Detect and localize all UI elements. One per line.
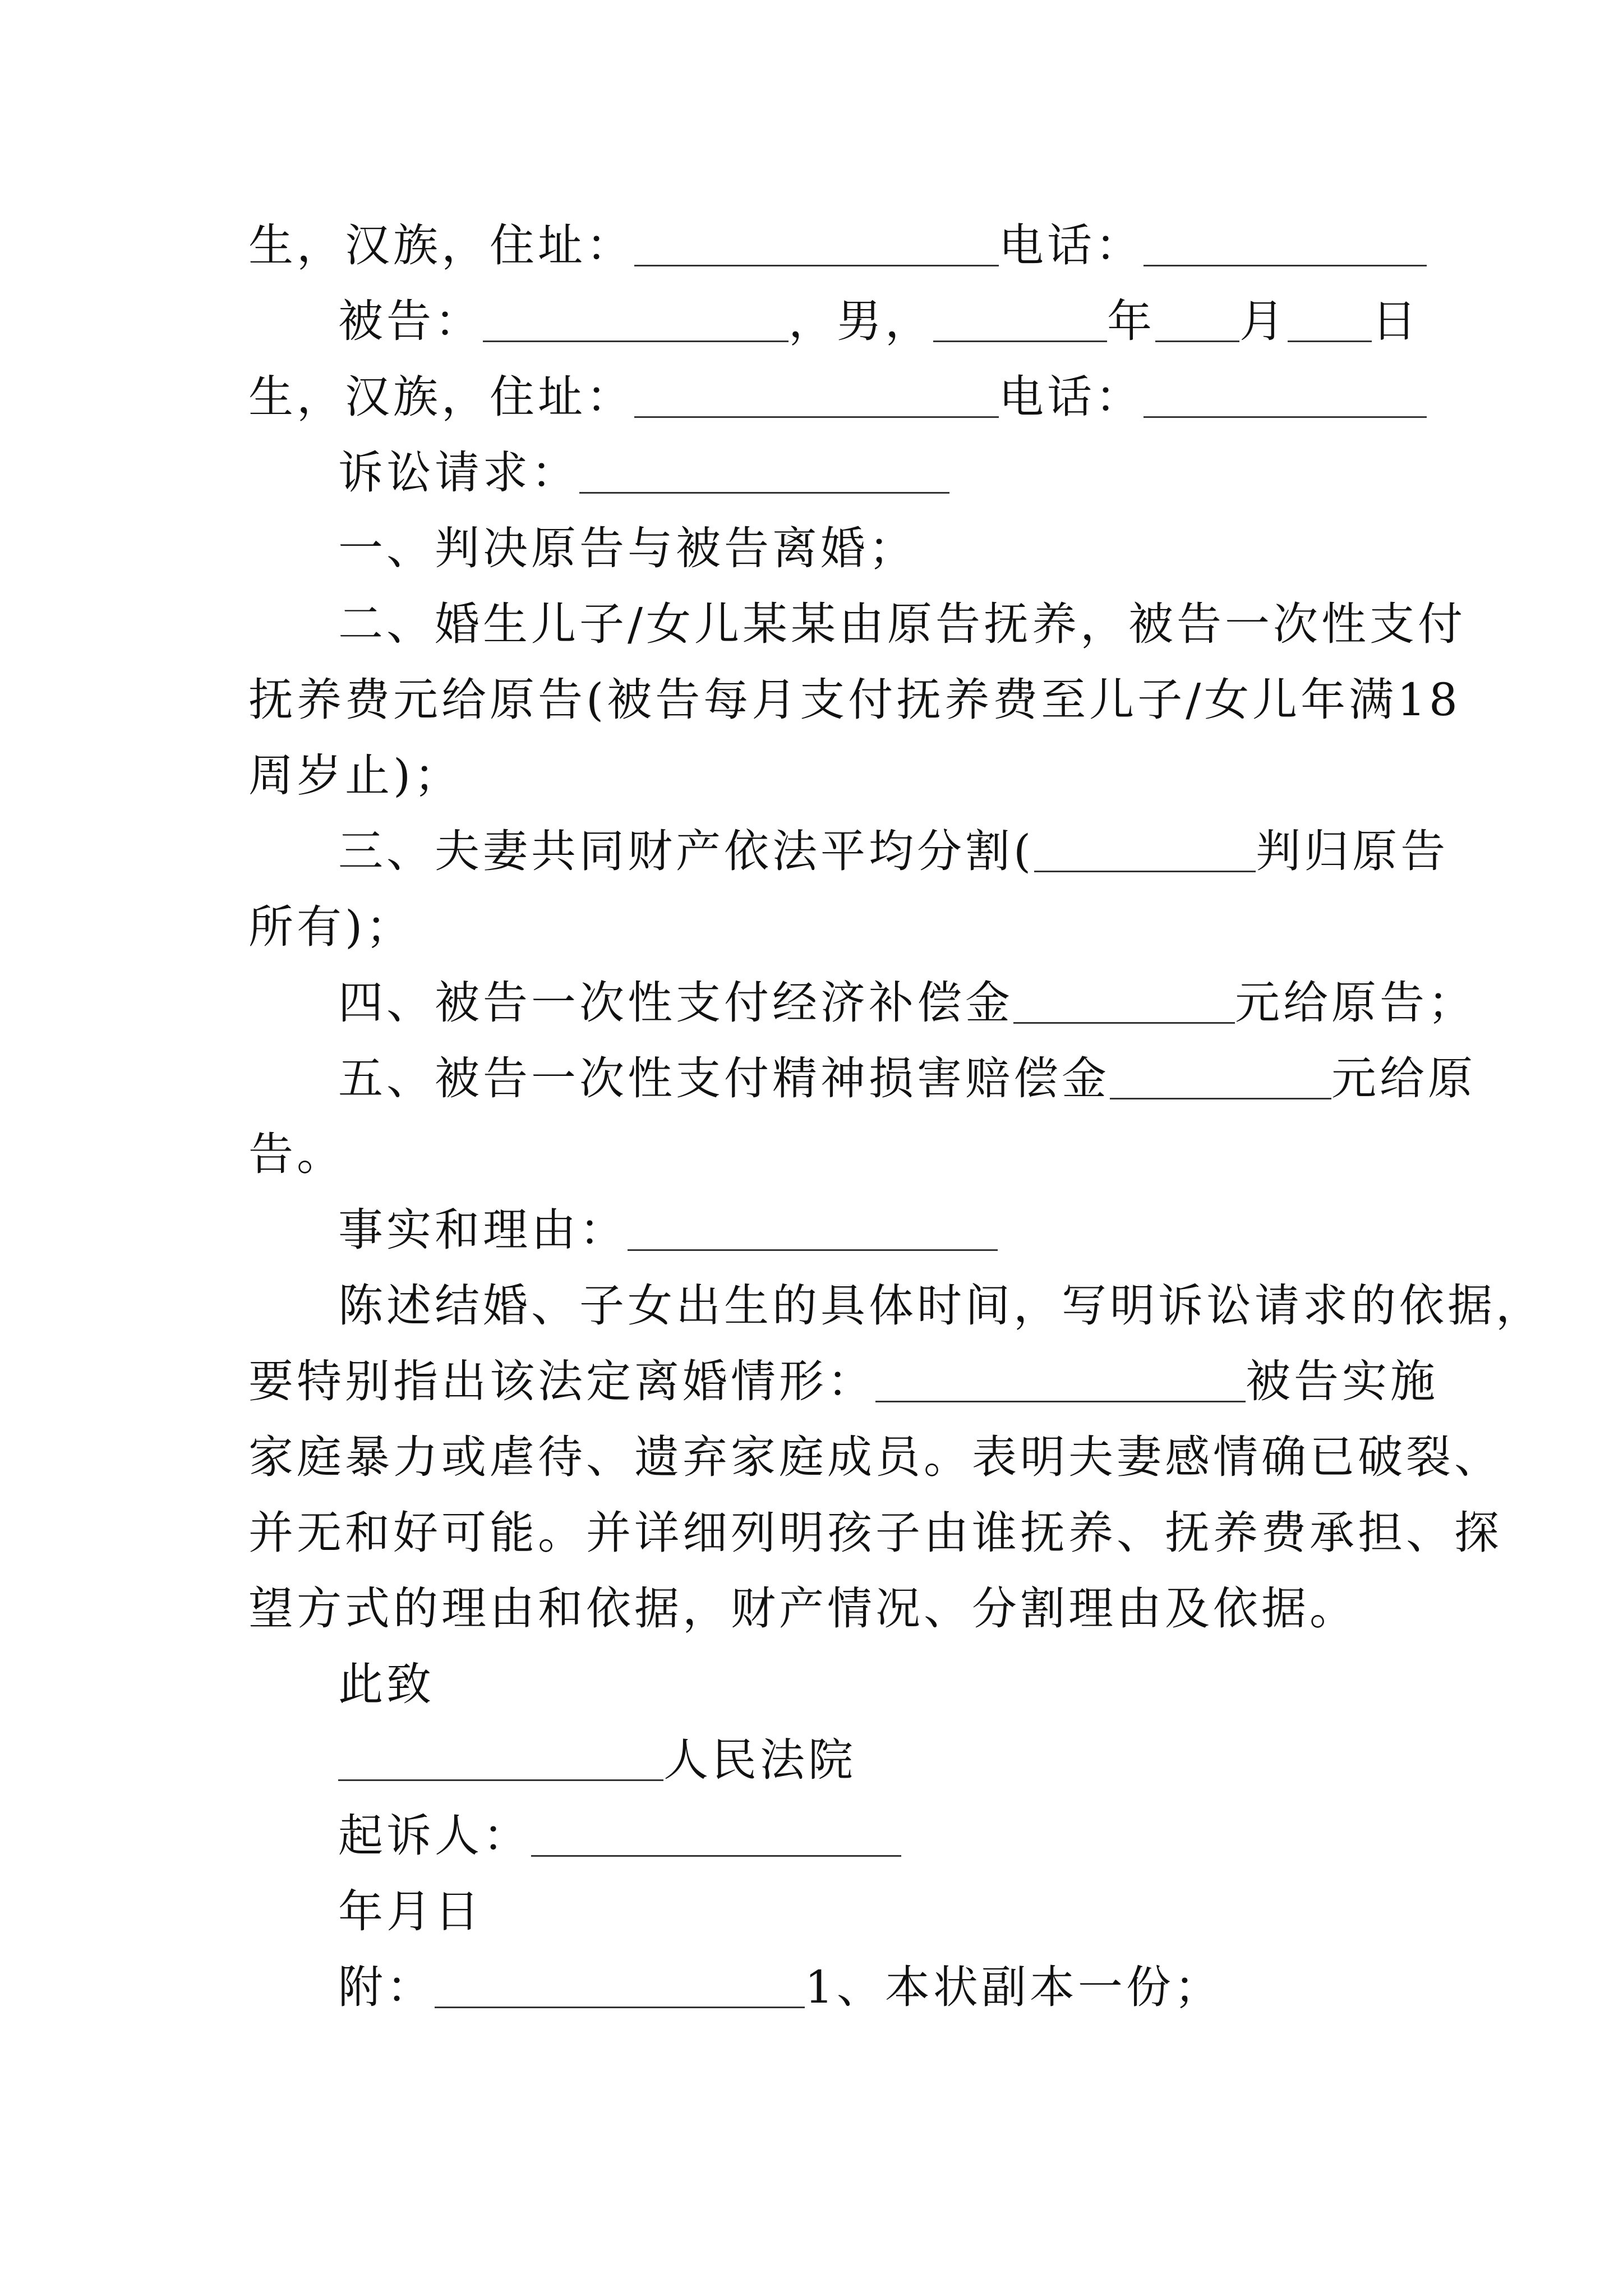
text-fragment: 事实和理由： (338, 1204, 628, 1256)
address-blank[interactable] (634, 375, 999, 418)
text-fragment: 月 (1239, 295, 1288, 347)
birth-day-blank[interactable] (1288, 299, 1372, 342)
divorce-grounds-blank[interactable] (875, 1359, 1246, 1402)
defendant-address-line (248, 366, 1393, 428)
date-line (338, 1881, 1482, 1943)
text-fragment: ，男， (789, 295, 933, 347)
damages-blank[interactable] (1110, 1056, 1331, 1099)
phone-blank[interactable] (1144, 375, 1427, 418)
claim-5 (338, 1048, 1482, 1110)
compensation-blank[interactable] (1013, 981, 1235, 1024)
court-line (338, 1729, 1482, 1791)
text-fragment: 元给原告； (1235, 977, 1476, 1029)
plaintiff-address-line (248, 215, 1393, 277)
defendant-line (338, 291, 1482, 352)
text-fragment: 被告实施 (1246, 1355, 1438, 1407)
text-fragment: 元给原 (1331, 1052, 1476, 1105)
text-fragment: 四、被告一次性支付经济补偿金 (338, 977, 1013, 1029)
attachment-blank[interactable] (435, 1965, 805, 2008)
text-fragment: 判归原告 (1256, 825, 1449, 877)
plaintiff-signature-line (338, 1805, 1482, 1867)
text-fragment: 一、判决原告与被告离婚； (338, 522, 917, 574)
text-fragment: 生，汉族，住址： (248, 371, 634, 423)
facts-paragraph (248, 1502, 1502, 1564)
text-fragment: 1、本状副本一份； (805, 1961, 1223, 2013)
claim-2-continued (248, 745, 1393, 807)
facts-paragraph (248, 1578, 1393, 1640)
address-blank[interactable] (634, 223, 999, 266)
claim-2 (338, 593, 1482, 655)
court-name-blank[interactable] (338, 1738, 663, 1781)
text-fragment: 周岁止)； (248, 749, 463, 802)
phone-blank[interactable] (1144, 223, 1427, 266)
text-fragment: 告。 (248, 1128, 345, 1180)
text-fragment: 年 (1107, 295, 1155, 347)
claim-5-continued (248, 1124, 1393, 1185)
facts-heading (338, 1199, 1482, 1261)
text-fragment: 所有)； (248, 901, 414, 953)
claims-blank[interactable] (579, 450, 949, 494)
text-fragment: 二、婚生儿子/女儿某某由原告抚养，被告一次性支付 (338, 598, 1466, 650)
facts-paragraph (248, 1427, 1502, 1488)
text-fragment: 被告： (338, 295, 483, 347)
facts-paragraph (338, 1275, 1544, 1337)
signature-blank[interactable] (531, 1814, 901, 1857)
claim-1 (338, 518, 1482, 579)
birth-year-blank[interactable] (933, 299, 1107, 342)
text-fragment: 生，汉族，住址： (248, 219, 634, 272)
attachment-line (338, 1957, 1482, 2018)
text-fragment: 望方式的理由和依据，财产情况、分割理由及依据。 (248, 1582, 1358, 1635)
salutation (338, 1654, 1482, 1715)
text-fragment: 年月日 (338, 1885, 483, 1938)
claim-3-continued (248, 896, 1393, 958)
text-fragment: 附： (338, 1961, 435, 2013)
text-fragment: 日 (1372, 295, 1420, 347)
facts-paragraph (248, 1351, 1438, 1412)
text-fragment: 电话： (999, 219, 1144, 272)
claim-3 (338, 821, 1482, 882)
property-blank[interactable] (1034, 829, 1256, 872)
text-fragment: 人民法院 (663, 1734, 856, 1786)
text-fragment: 三、夫妻共同财产依法平均分割( (338, 825, 1035, 877)
text-fragment: 此致 (338, 1658, 435, 1710)
text-fragment: 起诉人： (338, 1810, 531, 1862)
claims-heading (338, 442, 1482, 504)
text-fragment: 五、被告一次性支付精神损害赔偿金 (338, 1052, 1110, 1105)
text-fragment: 要特别指出该法定离婚情形： (248, 1355, 875, 1407)
facts-blank[interactable] (628, 1208, 998, 1251)
defendant-name-blank[interactable] (483, 299, 789, 342)
text-fragment: 诉讼请求： (338, 447, 579, 499)
text-fragment: 家庭暴力或虐待、遗弃家庭成员。表明夫妻感情确已破裂、 (248, 1431, 1502, 1483)
text-fragment: 电话： (999, 371, 1144, 423)
claim-2-continued (248, 669, 1461, 731)
text-fragment: 并无和好可能。并详细列明孩子由谁抚养、抚养费承担、探 (248, 1507, 1502, 1559)
claim-4 (338, 972, 1482, 1034)
text-fragment: 抚养费元给原告(被告每月支付抚养费至儿子/女儿年满18 (248, 674, 1461, 726)
birth-month-blank[interactable] (1155, 299, 1239, 342)
text-fragment: 陈述结婚、子女出生的具体时间，写明诉讼请求的依据， (338, 1280, 1544, 1332)
